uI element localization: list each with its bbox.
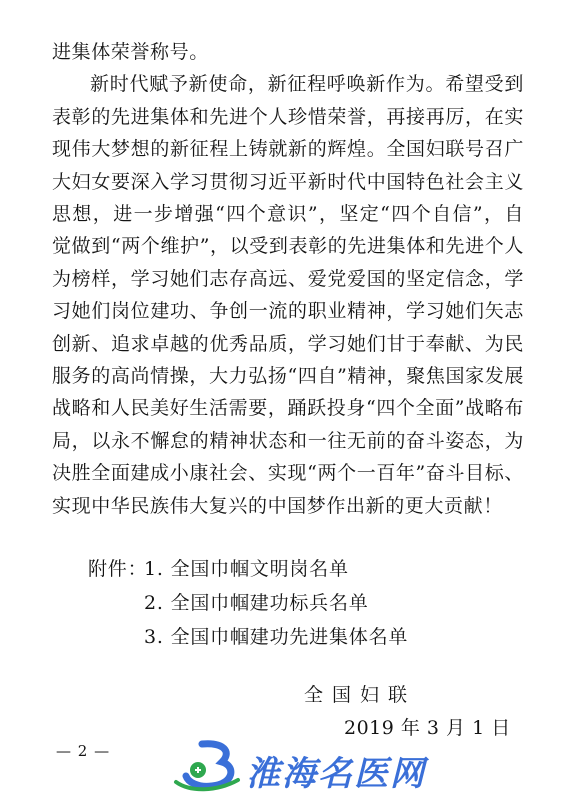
signature-organization: 全国妇联 xyxy=(304,684,417,706)
attachment-item: 3. 全国巾帼建功先进集体名单 xyxy=(144,626,409,648)
attachment-row-1 xyxy=(88,552,408,586)
attachment-row-3 xyxy=(88,620,408,654)
attachment-item: 2. 全国巾帼建功标兵名单 xyxy=(144,592,369,614)
watermark-logo-icon xyxy=(172,738,248,798)
attachment-item: 1. 全国巾帼文明岗名单 xyxy=(144,558,349,580)
document-body xyxy=(52,36,524,522)
page-number: — 2 — xyxy=(56,742,111,760)
attachments-label: 附件： xyxy=(88,558,148,580)
watermark-text: 淮海名医网 xyxy=(246,754,426,794)
attachment-row-2 xyxy=(88,586,408,620)
paragraph-continuation: 进集体荣誉称号。 xyxy=(52,41,209,63)
paragraph-main: 新时代赋予新使命，新征程呼唤新作为。希望受到表彰的先进集体和先进个人珍惜荣誉，再接再厉，在实现伟大梦想的新征程上铸就新的辉煌。全国妇联号召广大妇女要深入学习贯彻习近平新时代中国特色社会主义思想，进一步增强“四个意识”，坚定“四个自信”，自觉做到“两个维护”，以受到表彰的先进集体和先进个人为榜样，学习她们志存高远、爱党爱国的坚定信念，学习她们岗位建功、争创一流的职业精神，学习她们矢志创新、追求卓越的优秀品质，学习她们甘于奉献、为民服务的高尚情操，大力弘扬“四自”精神，聚焦国家发展战略和人民美好生活需要，踊跃投身“四个全面”战略布局，以永不懈怠的精神状态和一往无前的奋斗姿态，为决胜全面建成小康社会、实现“两个一百年”奋斗目标、实现中华民族伟大复兴的中国梦作出新的更大贡献！ xyxy=(52,73,524,517)
signature-date: 2019 年 3 月 1 日 xyxy=(344,717,511,739)
attachments-list xyxy=(88,552,408,654)
